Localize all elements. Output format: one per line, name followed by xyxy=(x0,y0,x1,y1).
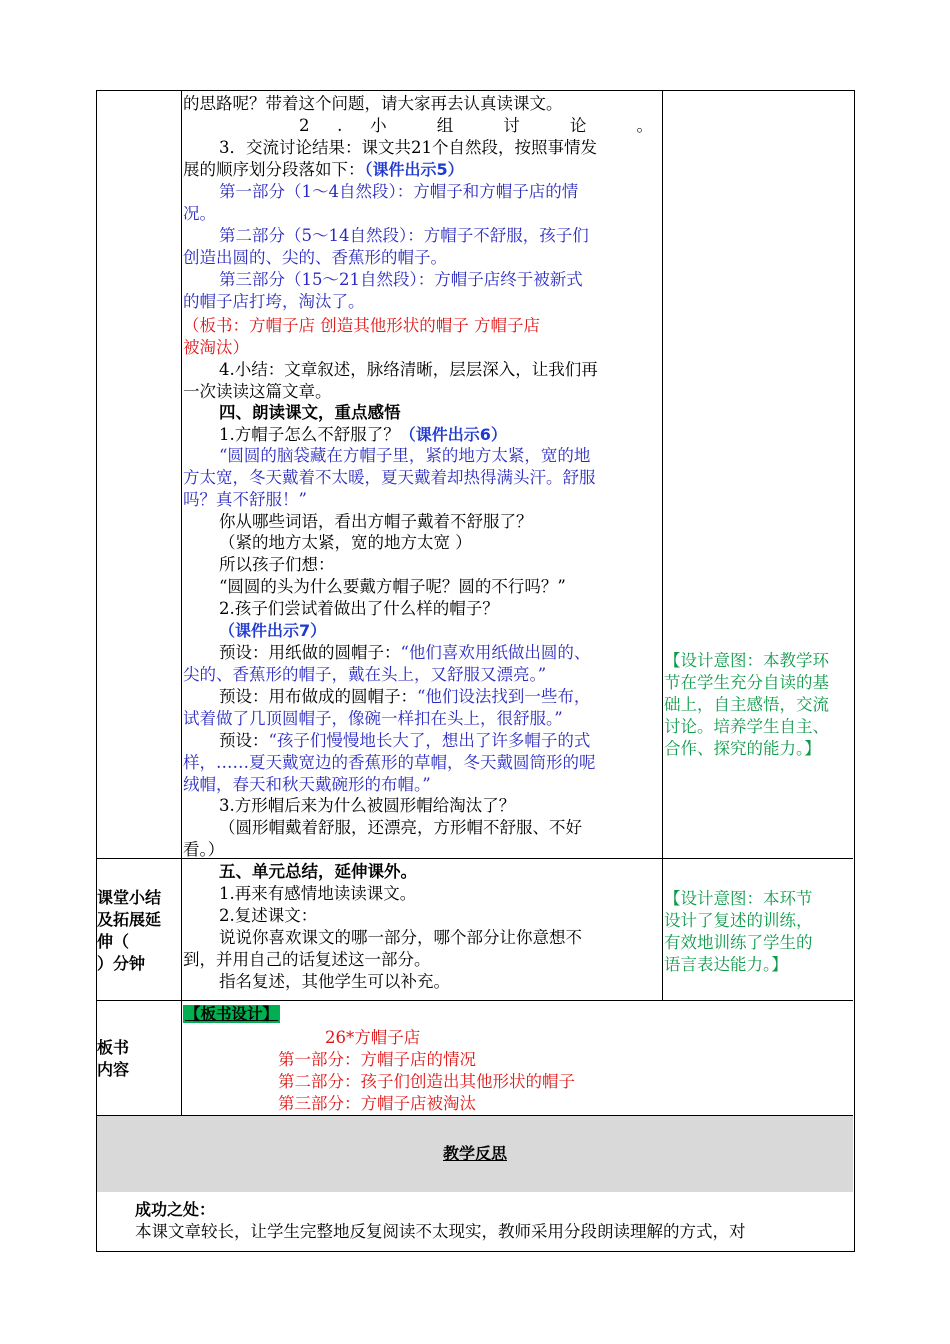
courseware-marker: （课件出示5） xyxy=(364,160,464,179)
reflection-text: 本课文章较长，让学生完整地反复阅读不太现实，教师采用分段朗读理解的方式，对 xyxy=(135,1222,746,1241)
text-line: 样，……夏天戴宽边的香蕉形的草帽，冬天戴圆筒形的呢 xyxy=(183,753,596,772)
board-part: 第三部分：方帽子店被淘汰 xyxy=(278,1094,476,1113)
text-line: 绒帽，春天和秋天戴碗形的布帽。” xyxy=(183,775,431,794)
text-line: 的帽子店打垮，淘汰了。 xyxy=(183,292,365,311)
text-line: 试着做了几顶圆帽子，像碗一样扣在头上，很舒服。” xyxy=(183,709,563,728)
text-line: 3.方形帽后来为什么被圆形帽给淘汰了？ xyxy=(219,796,516,815)
section-heading: 五、单元总结，延伸课外。 xyxy=(219,862,417,881)
courseware-marker: （课件出示6） xyxy=(399,425,507,444)
text-line: 所以孩子们想： xyxy=(219,555,335,574)
text-line: 预设：用布做成的圆帽子：“他们设法找到一些布， xyxy=(219,687,591,706)
courseware-marker: （课件出示7） xyxy=(219,621,327,640)
text-line: 一次读读这篇文章。 xyxy=(183,382,332,401)
text-line: 预设：用纸做的圆帽子：“他们喜欢用纸做出圆的、 xyxy=(219,643,591,662)
text-line: 说说你喜欢课文的哪一部分，哪个部分让你意想不 xyxy=(219,928,582,947)
row-divider-2 xyxy=(97,1000,853,1001)
text-line: 尖的、香蕉形的帽子，戴在头上，又舒服又漂亮。” xyxy=(183,665,547,684)
text-line: 3．交流讨论结果：课文共21个自然段，按照事情发 xyxy=(219,138,597,157)
text-line: 预设：“孩子们慢慢地长大了，想出了许多帽子的式 xyxy=(219,731,591,750)
lesson-plan-table: 的思路呢？带着这个问题，请大家再去认真读课文。 2 . 小 组 讨 论 。 3．交流讨论结果：课文共21个自然段，按照事情发 展的顺序划分段落如下：（课件出示5） 第一部分（1～4自然段）：方帽子和方帽子店的情 况。 第二部分（5～14自然段）：方帽子不舒服，孩子们 创造出圆的、尖的、香蕉形的帽子。 第三部分（15～21自然段）：方帽子店终于被新式 的帽子店打垮，淘汰了。 （板书：方帽子店 创造其他形状的帽子 方帽子店 被淘汰） 4.小结：文章叙述，脉络清晰，层层深入，让我们再 一次读读这篇文章。 四、朗读课文，重点感悟 1.方帽子怎么不舒服了？（课件出示6） “圆圆的脑袋藏在方帽子里，紧的地方太紧，宽的地 方太宽，冬天戴着不太暖，夏天戴着却热得满头汗。舒服 吗？真不舒服！” 你从哪些词语，看出方帽子戴着不舒服了？ （紧的地方太紧，宽的地方太宽 ） 所以孩子们想： “圆圆的头为什么要戴方帽子呢？圆的不行吗？” 2.孩子们尝试着做出了什么样的帽子？ （课件出示7） 预设：用纸做的圆帽子：“他们喜欢用纸做出圆的、 尖的、香蕉形的帽子，戴在头上，又舒服又漂亮。” 预设：用布做成的圆帽子：“他们设法找到一些布， 试着做了几顶圆帽子，像碗一样扣在头上，很舒服。” 预设：“孩子们慢慢地长大了，想出了许多帽子的式 样，……夏天戴宽边的香蕉形的草帽，冬天戴圆筒形的呢 绒帽，春天和秋天戴碗形的布帽。” 3.方形帽后来为什么被圆形帽给淘汰了？ （圆形帽戴着舒服，还漂亮，方形帽不舒服、不好 看。） 【设计意图：本教学环 节在学生充分自读的基 础上，自主感悟，交流 讨论。培养学生自主、 合作、探究的能力。】 课堂小结 及拓展延 伸（ ）分钟 五、单元总结，延伸课外。 1.再来有感情地读读课文。 2.复述课文： 说说你喜欢课文的哪一部分，哪个部分让你意想不 到，并用自己的话复述这一部分。 指名复述，其他学生可以补充。 【设计意图：本环节 设计了复述的训练， 有效地训练了学生的 语言表达能力。】 板书 内容 【板书设计】 26*方帽子店 第一部分：方帽子店的情况 第二部分：孩子们创造出其他形状的帽子 第三部分：方帽子店被淘汰 教学反思 成功之处： 本课文章较长，让学生完整地反复阅读不太现实，教师采用分段朗读理解的方式，对 xyxy=(96,90,855,1252)
text-line: 第三部分（15～21自然段）：方帽子店终于被新式 xyxy=(219,270,583,289)
section-heading: 四、朗读课文，重点感悟 xyxy=(219,403,401,422)
text-line: 第一部分（1～4自然段）：方帽子和方帽子店的情 xyxy=(219,182,579,201)
text-line: 到，并用自己的话复述这一部分。 xyxy=(183,950,431,969)
text-line: “圆圆的头为什么要戴方帽子呢？圆的不行吗？” xyxy=(219,577,566,596)
text-line: 4.小结：文章叙述，脉络清晰，层层深入，让我们再 xyxy=(219,360,598,379)
col-divider-label xyxy=(181,91,182,1115)
text-line: 况。 xyxy=(183,204,216,223)
text-line: 你从哪些词语，看出方帽子戴着不舒服了？ xyxy=(219,512,533,531)
text-line: 吗？真不舒服！” xyxy=(183,490,307,509)
text-line: 指名复述，其他学生可以补充。 xyxy=(219,972,450,991)
text-line: 2.复述课文： xyxy=(219,906,318,925)
text-line: 方太宽，冬天戴着不太暖，夏天戴着却热得满头汗。舒服 xyxy=(183,468,596,487)
text-line: “圆圆的脑袋藏在方帽子里，紧的地方太紧，宽的地 xyxy=(219,446,591,465)
text-line: 第二部分（5～14自然段）：方帽子不舒服，孩子们 xyxy=(219,226,589,245)
text-line: （紧的地方太紧，宽的地方太宽 ） xyxy=(219,533,472,552)
text-line: 1.再来有感情地读读课文。 xyxy=(219,884,417,903)
success-label: 成功之处： xyxy=(135,1200,216,1219)
text-line: 展的顺序划分段落如下：（课件出示5） xyxy=(183,160,464,179)
text-line: 1.方帽子怎么不舒服了？（课件出示6） xyxy=(219,425,507,444)
board-title: 26*方帽子店 xyxy=(325,1028,421,1047)
text-line: 2.孩子们尝试着做出了什么样的帽子？ xyxy=(219,599,499,618)
text-line: 的思路呢？带着这个问题，请大家再去认真读课文。 xyxy=(183,94,563,113)
board-part: 第二部分：孩子们创造出其他形状的帽子 xyxy=(278,1072,575,1091)
text-line: （板书：方帽子店 创造其他形状的帽子 方帽子店 xyxy=(183,316,540,335)
text-line: 被淘汰） xyxy=(183,338,249,357)
col-divider-notes xyxy=(662,91,663,1000)
reflection-title: 教学反思 xyxy=(442,1144,507,1163)
text-line: 创造出圆的、尖的、香蕉形的帽子。 xyxy=(183,248,447,267)
board-part: 第一部分：方帽子店的情况 xyxy=(278,1050,476,1069)
board-header: 【板书设计】 xyxy=(185,1005,279,1023)
text-line: （圆形帽戴着舒服，还漂亮，方形帽不舒服、不好 xyxy=(219,818,582,837)
text-line: 看。） xyxy=(183,840,225,859)
text-line: 2 . 小 组 讨 论 。 xyxy=(299,116,653,135)
